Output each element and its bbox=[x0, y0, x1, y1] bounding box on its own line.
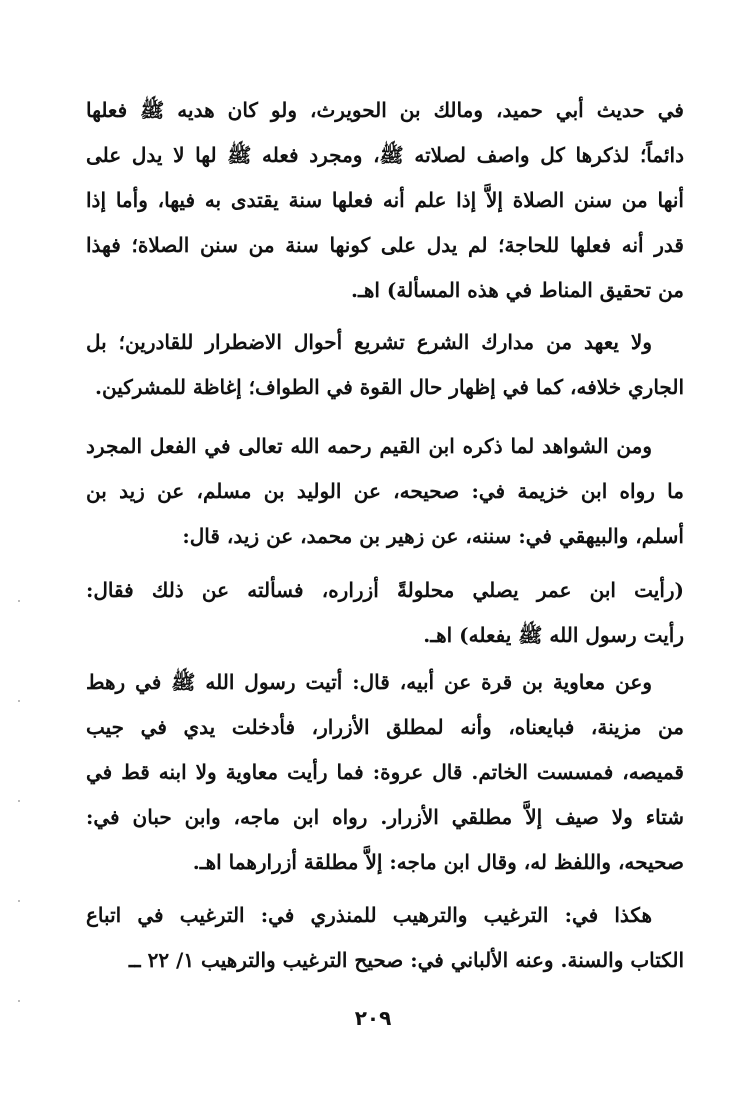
text-line: قميصه، فمسست الخاتم. قال عروة: فما رأيت معاوية ولا ابنه قط في bbox=[86, 760, 684, 784]
text-line: من مزينة، فبايعناه، وأنه لمطلق الأزرار، فأدخلت يدي في جيب bbox=[86, 715, 684, 739]
paragraph-2 bbox=[86, 320, 684, 410]
text-line: (رأيت ابن عمر يصلي محلولةً أزراره، فسألته عن ذلك فقال: bbox=[86, 578, 684, 602]
text-line: وعن معاوية بن قرة عن أبيه، قال: أتيت رسول الله ﷺ في رهط bbox=[86, 670, 652, 694]
text-line: رأيت رسول الله ﷺ يفعله) اهـ. bbox=[423, 623, 684, 647]
text-line: شتاء ولا صيف إلاَّ مطلقي الأزرار. رواه ابن ماجه، وابن حبان في: bbox=[86, 805, 684, 829]
text-line: الكتاب والسنة. وعنه الألباني في: صحيح الترغيب والترهيب ١/ ٢٢ ــ bbox=[128, 948, 684, 972]
scan-margin-mark bbox=[18, 1000, 20, 1002]
text-line: الجاري خلافه، كما في إظهار حال القوة في الطواف؛ إغاظة للمشركين. bbox=[95, 375, 684, 399]
scan-margin-mark bbox=[18, 600, 20, 602]
paragraph-5 bbox=[86, 660, 684, 885]
text-line: أسلم، والبيهقي في: سننه، عن زهير بن محمد، عن زيد، قال: bbox=[182, 524, 684, 548]
text-line: ما رواه ابن خزيمة في: صحيحه، عن الوليد بن مسلم، عن زيد بن bbox=[86, 479, 684, 503]
paragraph-4-quote bbox=[86, 568, 684, 658]
text-line: صحيحه، واللفظ له، وقال ابن ماجه: إلاَّ مطلقة أزرارهما اهـ. bbox=[192, 850, 684, 874]
scan-margin-mark bbox=[18, 700, 20, 702]
text-line: ومن الشواهد لما ذكره ابن القيم رحمه الله تعالى في الفعل المجرد bbox=[86, 434, 652, 458]
text-line: ولا يعهد من مدارك الشرع تشريع أحوال الاضطرار للقادرين؛ بل bbox=[86, 330, 652, 354]
scan-margin-mark bbox=[18, 800, 20, 802]
paragraph-1 bbox=[86, 88, 684, 313]
text-line: دائماً؛ لذكرها كل واصف لصلاته ﷺ، ومجرد فعله ﷺ لها لا يدل على bbox=[86, 143, 684, 167]
text-line: أنها من سنن الصلاة إلاَّ إذا علم أنه فعلها سنة يقتدى به فيها، وأما إذا bbox=[86, 188, 684, 212]
text-line: في حديث أبي حميد، ومالك بن الحويرث، ولو كان هديه ﷺ فعلها bbox=[86, 98, 684, 122]
text-line: هكذا في: الترغيب والترهيب للمنذري في: الترغيب في اتباع bbox=[86, 903, 652, 927]
text-line: من تحقيق المناط في هذه المسألة) اهـ. bbox=[351, 278, 684, 302]
page-number: ٢٠٩ bbox=[354, 1006, 392, 1030]
paragraph-6 bbox=[86, 893, 684, 983]
scan-margin-mark bbox=[18, 900, 20, 902]
paragraph-3 bbox=[86, 424, 684, 559]
text-line: قدر أنه فعلها للحاجة؛ لم يدل على كونها سنة من سنن الصلاة؛ فهذا bbox=[86, 233, 684, 257]
